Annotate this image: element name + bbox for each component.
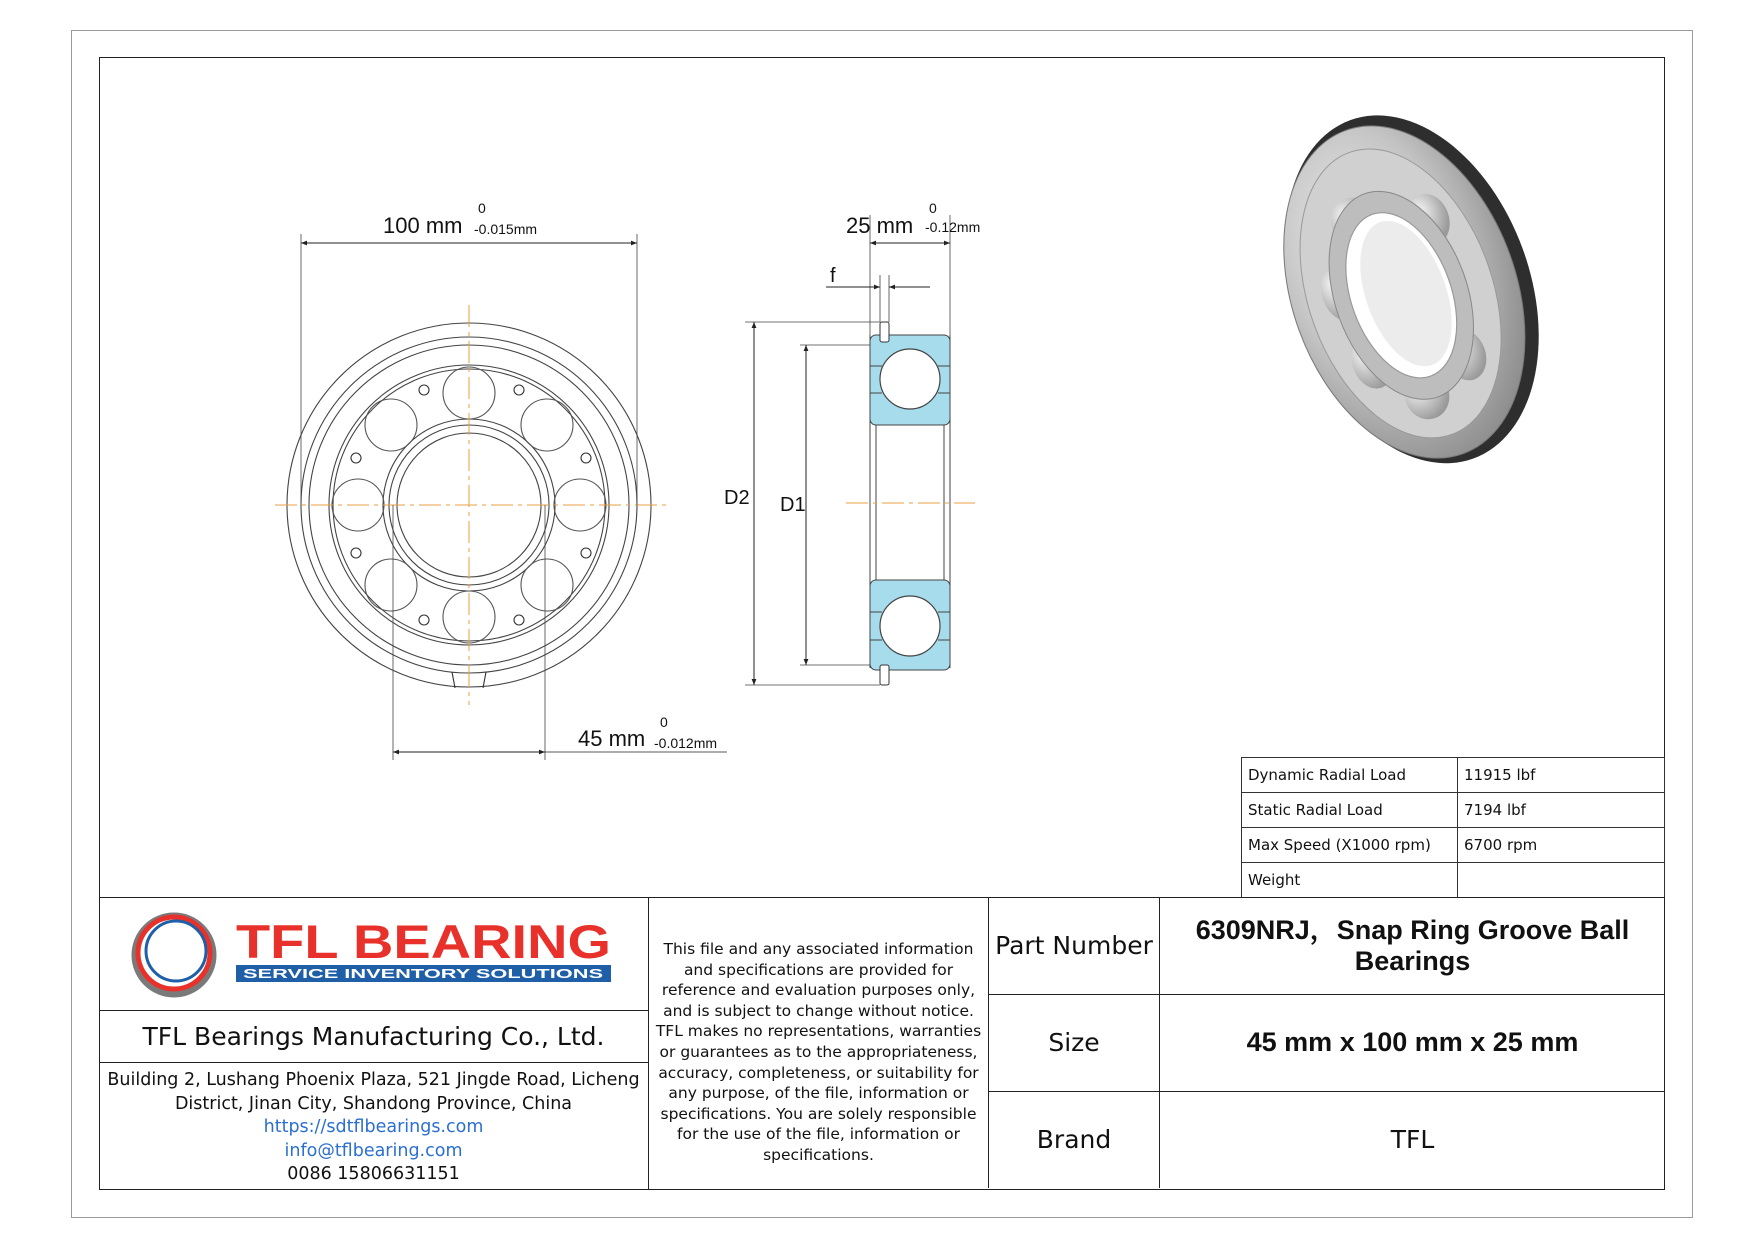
spec-value: 11915 lbf xyxy=(1458,758,1665,793)
section-view xyxy=(745,215,975,685)
d2-label: D2 xyxy=(724,487,750,509)
spec-value: 6700 rpm xyxy=(1458,828,1665,863)
width-tol-lower: -0.12mm xyxy=(925,219,981,235)
address-line-1: Building 2, Lushang Phoenix Plaza, 521 Jingde Road, Licheng xyxy=(107,1070,640,1090)
width-tol-upper: 0 xyxy=(929,200,937,216)
spec-table xyxy=(1241,757,1665,898)
company-name: TFL Bearings Manufacturing Co., Ltd. xyxy=(99,1010,648,1062)
disclaimer-text: This file and any associated information and specifications are provided for reference and evaluation purposes only, and is subject to change without notice. TFL makes no representations, warranties or guarantees as to the appropriateness, accuracy, completeness, or suitability for any purpose, of the file, information or specifications. You are solely responsible for the use of the file, information or specifications. xyxy=(648,897,988,1190)
website-link[interactable]: https://sdtflbearings.com xyxy=(263,1117,484,1137)
spec-label: Max Speed (X1000 rpm) xyxy=(1242,828,1458,863)
spec-row xyxy=(1242,793,1665,828)
outer-diameter-label: 100 mm xyxy=(383,213,463,238)
spec-label: Static Radial Load xyxy=(1242,793,1458,828)
d1-label: D1 xyxy=(780,494,806,516)
logo-tagline: SERVICE INVENTORY SOLUTIONS xyxy=(243,966,604,981)
logo-name: TFL BEARING xyxy=(236,915,611,968)
brand-value: TFL xyxy=(1159,1091,1665,1188)
spec-label: Weight xyxy=(1242,863,1458,898)
bore-tol-lower: -0.012mm xyxy=(654,735,718,751)
spec-row xyxy=(1242,758,1665,793)
bore-label: 45 mm xyxy=(578,726,646,751)
part-number-value: 6309NRJ，Snap Ring Groove Ball Bearings xyxy=(1159,897,1665,994)
size-label: Size xyxy=(988,994,1159,1091)
bearing-3d-render xyxy=(1238,80,1585,500)
spec-label: Dynamic Radial Load xyxy=(1242,758,1458,793)
spec-value xyxy=(1458,863,1665,898)
width-label: 25 mm xyxy=(846,213,914,238)
f-label: f xyxy=(830,265,836,287)
part-number-label: Part Number xyxy=(988,897,1159,994)
outer-tol-upper: 0 xyxy=(478,200,486,216)
bore-tol-upper: 0 xyxy=(660,714,668,730)
address-line-2: District, Jinan City, Shandong Province, China xyxy=(174,1093,573,1114)
spec-row xyxy=(1242,863,1665,898)
company-contact xyxy=(99,1062,648,1190)
outer-tol-lower: -0.015mm xyxy=(474,221,538,237)
spec-value: 7194 lbf xyxy=(1458,793,1665,828)
phone-number: 0086 15806631151 xyxy=(287,1164,460,1184)
size-value: 45 mm x 100 mm x 25 mm xyxy=(1159,994,1665,1091)
front-view xyxy=(275,234,727,760)
email-link[interactable]: info@tflbearing.com xyxy=(284,1140,463,1161)
spec-row xyxy=(1242,828,1665,863)
brand-label: Brand xyxy=(988,1091,1159,1188)
